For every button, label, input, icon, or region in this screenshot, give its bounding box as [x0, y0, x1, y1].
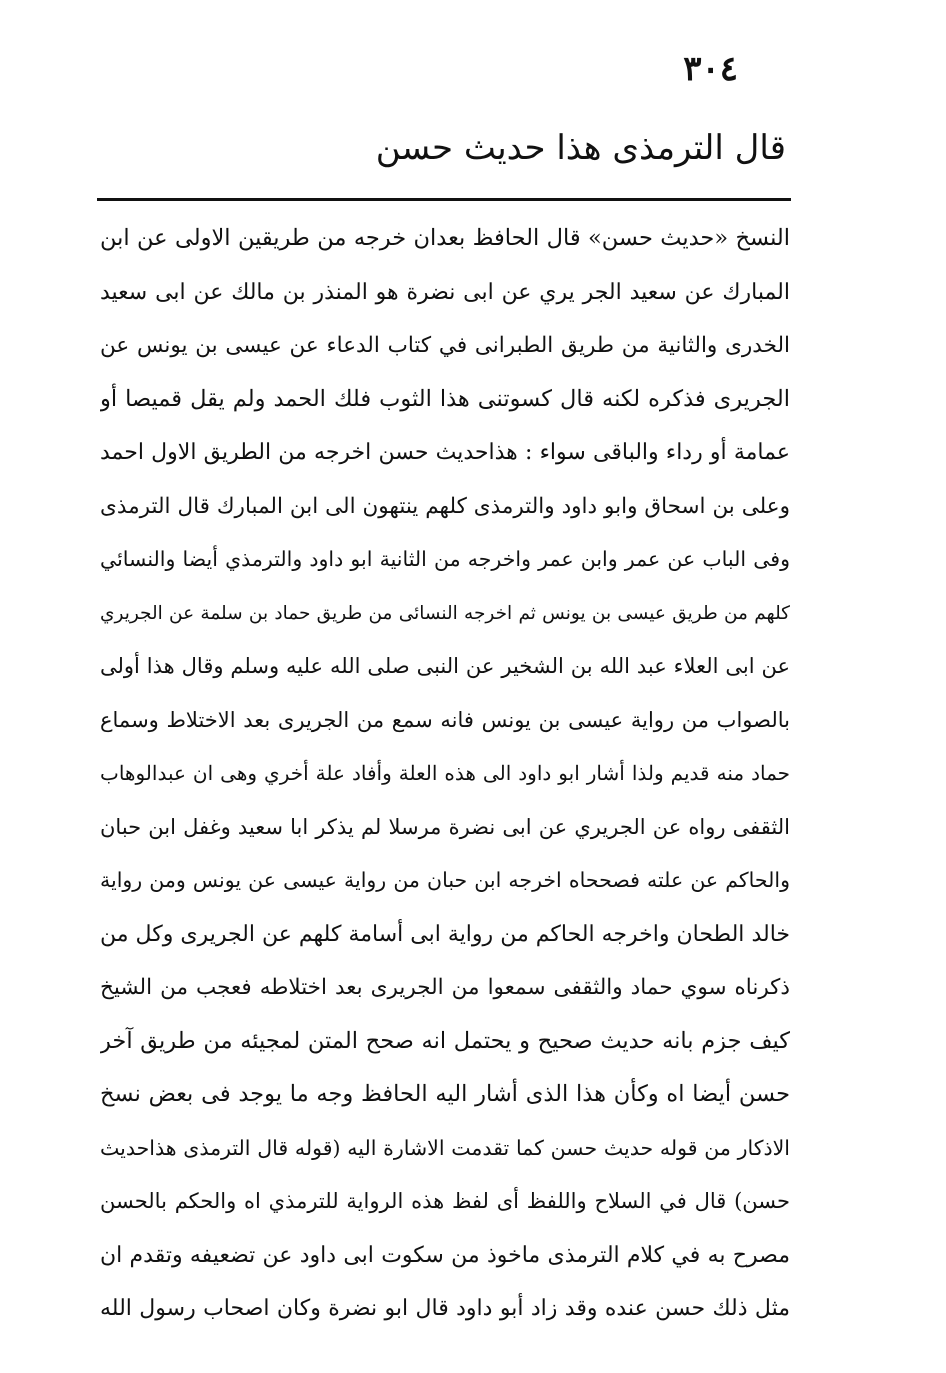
- text-line: والحاكم عن علته فصححاه اخرجه ابن حبان من رواية عيسى عن يونس ومن رواية: [100, 868, 790, 892]
- text-line: مصرح به في كلام الترمذى ماخوذ من سكوت ابى داود عن تضعيفه وتقدم ان: [100, 1242, 790, 1268]
- text-line: خالد الطحان واخرجه الحاكم من رواية ابى أسامة كلهم عن الجريرى وكل من: [100, 921, 790, 947]
- text-line: الجريرى فذكره لكنه قال كسوتنى هذا الثوب فلك الحمد ولم يقل قميصا أو: [100, 385, 790, 412]
- text-line: كلهم من طريق عيسى بن يونس ثم اخرجه النسائى من طريق حماد بن سلمة عن الجريري: [100, 602, 790, 624]
- text-line: الخدرى والثانية من طريق الطبرانى في كتاب الدعاء عن عيسى بن يونس عن: [100, 333, 790, 358]
- text-line: عمامة أو رداء والباقى سواء : هذاحديث حسن اخرجه من الطريق الاول احمد: [100, 440, 790, 465]
- text-line: حسن أيضا اه وكأن هذا الذى أشار اليه الحافظ وجه ما يوجد فى بعض نسخ: [100, 1081, 790, 1107]
- text-line: وفى الباب عن عمر وابن عمر واخرجه من الثانية ابو داود والترمذي أيضا والنسائي: [100, 547, 790, 571]
- header-rule: [97, 198, 791, 201]
- text-line: ذكرناه سوي حماد والثقفى سمعوا من الجريرى بعد اختلاطه فعجب من الشيخ: [100, 975, 790, 1000]
- text-line: المبارك عن سعيد الجر يري عن ابى نضرة هو المنذر بن مالك عن ابى سعيد: [100, 279, 790, 305]
- text-line: الثقفى رواه عن الجريري عن ابى نضرة مرسلا لم يذكر ابا سعيد وغفل ابن حبان: [100, 814, 790, 839]
- page-number: ٣٠٤: [683, 49, 738, 89]
- text-line: مثل ذلك حسن عنده وقد زاد أبو داود قال ابو نضرة وكان اصحاب رسول الله: [100, 1296, 790, 1321]
- text-line: حماد منه قديم ولذا أشار ابو داود الى هذه العلة وأفاد علة أخري وهى ان عبدالوهاب: [100, 761, 790, 785]
- text-line: وعلى بن اسحاق وابو داود والترمذى كلهم ينتهون الى ابن المبارك قال الترمذى: [100, 493, 790, 519]
- body-text: [100, 212, 790, 1336]
- text-line: الاذكار من قوله حديث حسن كما تقدمت الاشارة اليه (قوله قال الترمذى هذاحديث: [100, 1135, 790, 1160]
- text-line: حسن) قال في السلاح واللفظ أى لفظ هذه الرواية للترمذي اه والحكم بالحسن: [100, 1189, 790, 1213]
- text-line: عن ابى العلاء عبد الله بن الشخير عن النبى صلى الله عليه وسلم وقال هذا أولى: [100, 654, 790, 678]
- text-line: النسخ «حديث حسن» قال الحافظ بعدان خرجه من طريقين الاولى عن ابن: [100, 225, 790, 251]
- running-head: قال الترمذی هذا حدیث حسن: [375, 128, 786, 168]
- text-line: بالصواب من رواية عيسى بن يونس فانه سمع من الجريرى بعد الاختلاط وسماع: [100, 707, 790, 732]
- text-line: كيف جزم بانه حديث صحيح و يحتمل انه صحح المتن لمجيئه من طريق آخر: [100, 1027, 790, 1054]
